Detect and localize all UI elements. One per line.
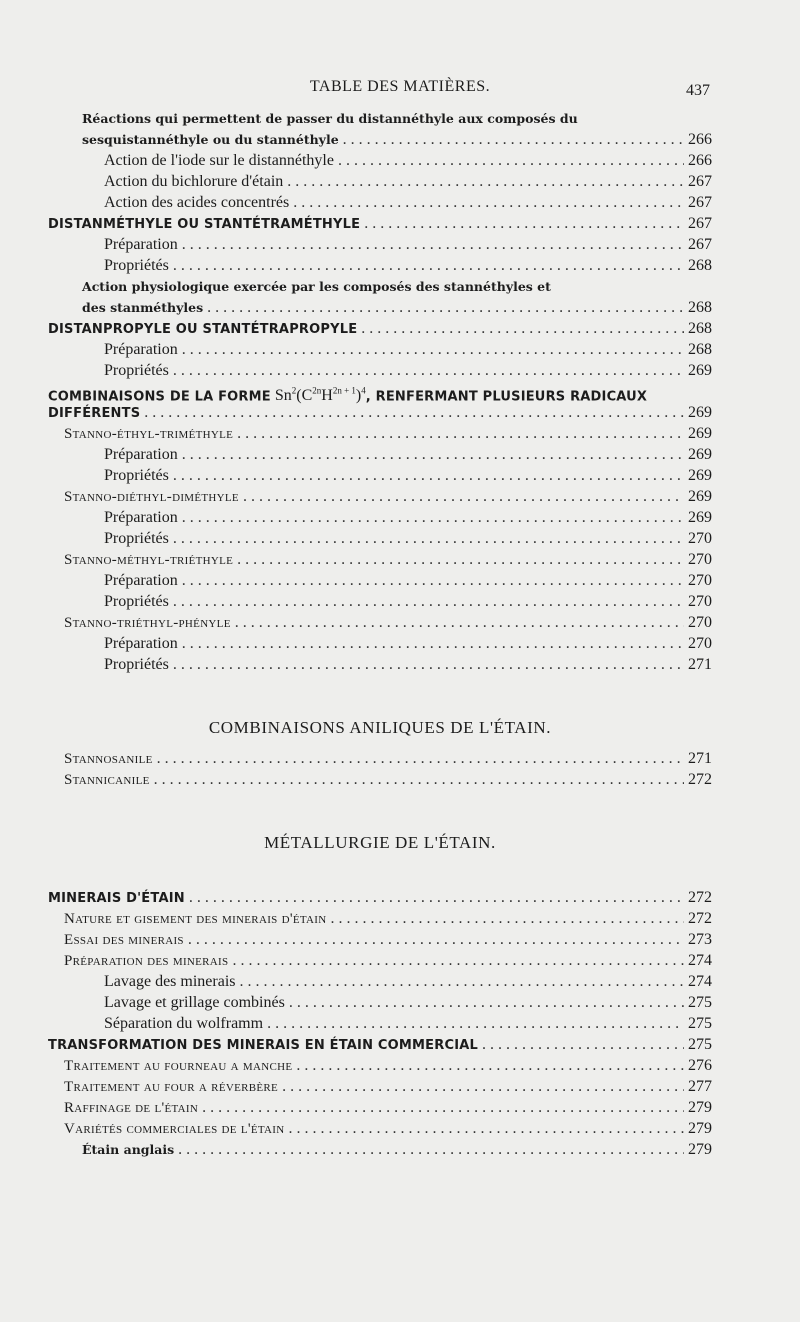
section-title-metallurgie: MÉTALLURGIE DE L'ÉTAIN. (264, 833, 496, 852)
toc-entry[interactable]: Action du bichlorure d'étain . . . 267 (48, 171, 712, 192)
toc-entry[interactable]: Propriétés . . . 268 (48, 255, 712, 276)
toc-entry-reactions[interactable] (48, 129, 712, 150)
toc-entry[interactable]: Préparation . . . 270 (48, 633, 712, 654)
toc-page-ref: 266 (688, 131, 712, 148)
toc-entry-combinaisons-line1: COMBINAISONS DE LA FORME $Sn^2(C^{2n}H^{2n + 1})^4$, RENFERMANT PLUSIEURS RADICAUX (48, 386, 648, 405)
toc-entry[interactable]: Lavage des minerais . . . 274 (48, 971, 712, 992)
toc-entry-distanmethyle[interactable]: DISTANMÉTHYLE OU STANTÉTRAMÉTHYLE . . . 267 (48, 213, 712, 234)
toc-entry-etain-anglais[interactable]: Étain anglais . . . 279 (48, 1139, 712, 1160)
toc-entry[interactable]: Raffinage de l'étain . . . 279 (48, 1097, 712, 1118)
toc-entry-group[interactable]: Stanno-éthyl-triméthyle . . . 269 (48, 423, 712, 444)
toc-entry[interactable]: Préparation des minerais . . . 274 (48, 950, 712, 971)
toc-entry[interactable]: Propriétés . . . 270 (48, 591, 712, 612)
toc-entry-label: sesquistannéthyle ou du stannéthyle (82, 132, 339, 147)
toc-entry[interactable]: Préparation . . . 270 (48, 570, 712, 591)
toc-entry[interactable]: Stannosanile . . . 271 (48, 748, 712, 769)
toc-entry-group[interactable]: Stanno-diéthyl-diméthyle . . . 269 (48, 486, 712, 507)
toc-entry[interactable]: Préparation . . . 268 (48, 339, 712, 360)
toc-entry-group[interactable]: Stanno-triéthyl-phényle . . . 270 (48, 612, 712, 633)
toc-entry[interactable]: Propriétés . . . 271 (48, 654, 712, 675)
table-of-contents (48, 108, 712, 1160)
toc-entry-distanpropyle[interactable]: DISTANPROPYLE OU STANTÉTRAPROPYLE . . . 268 (48, 318, 712, 339)
toc-entry[interactable]: Préparation . . . 269 (48, 507, 712, 528)
toc-entry[interactable]: Séparation du wolframm . . . 275 (48, 1013, 712, 1034)
toc-entry[interactable]: Lavage et grillage combinés . . . 275 (48, 992, 712, 1013)
toc-entry[interactable]: Action de l'iode sur le distannéthyle . . . 266 (48, 150, 712, 171)
toc-entry-minerais[interactable]: MINERAIS D'ÉTAIN . . . 272 (48, 887, 712, 908)
toc-entry-group[interactable]: Stanno-méthyl-triéthyle . . . 270 (48, 549, 712, 570)
toc-entry-action-line1: Action physiologique exercée par les composés des stannéthyles et (82, 279, 551, 294)
toc-entry[interactable]: Propriétés . . . 270 (48, 528, 712, 549)
page-number: 437 (686, 82, 710, 99)
toc-entry[interactable]: Propriétés . . . 269 (48, 360, 712, 381)
leader-dots (343, 129, 684, 150)
toc-entry[interactable]: Action des acides concentrés . . . 267 (48, 192, 712, 213)
toc-entry[interactable]: Stannicanile . . . 272 (48, 769, 712, 790)
toc-entry-action-physiologique[interactable]: des stanméthyles . . . 268 (48, 297, 712, 318)
toc-entry[interactable]: Nature et gisement des minerais d'étain . . . 272 (48, 908, 712, 929)
toc-entry[interactable]: Variétés commerciales de l'étain . . . 279 (48, 1118, 712, 1139)
toc-entry[interactable]: Traitement au four a réverbère . . . 277 (48, 1076, 712, 1097)
toc-entry-reactions-line1: Réactions qui permettent de passer du distannéthyle aux composés du (82, 111, 578, 126)
toc-entry[interactable]: Préparation . . . 269 (48, 444, 712, 465)
toc-entry-combinaisons[interactable]: DIFFÉRENTS . . . 269 (48, 402, 712, 423)
running-title: TABLE DES MATIÈRES. (309, 78, 491, 95)
toc-entry[interactable]: Préparation . . . 267 (48, 234, 712, 255)
toc-entry[interactable]: Essai des minerais . . . 273 (48, 929, 712, 950)
toc-entry-transformation[interactable]: TRANSFORMATION DES MINERAIS EN ÉTAIN COMMERCIAL . . . 275 (48, 1034, 712, 1055)
toc-entry[interactable]: Traitement au fourneau a manche . . . 276 (48, 1055, 712, 1076)
toc-entry[interactable]: Propriétés . . . 269 (48, 465, 712, 486)
chemical-formula: $Sn^2(C^{2n}H^{2n + 1})^4$ (274, 386, 366, 405)
section-title-aniliques: COMBINAISONS ANILIQUES DE L'ÉTAIN. (208, 718, 552, 737)
